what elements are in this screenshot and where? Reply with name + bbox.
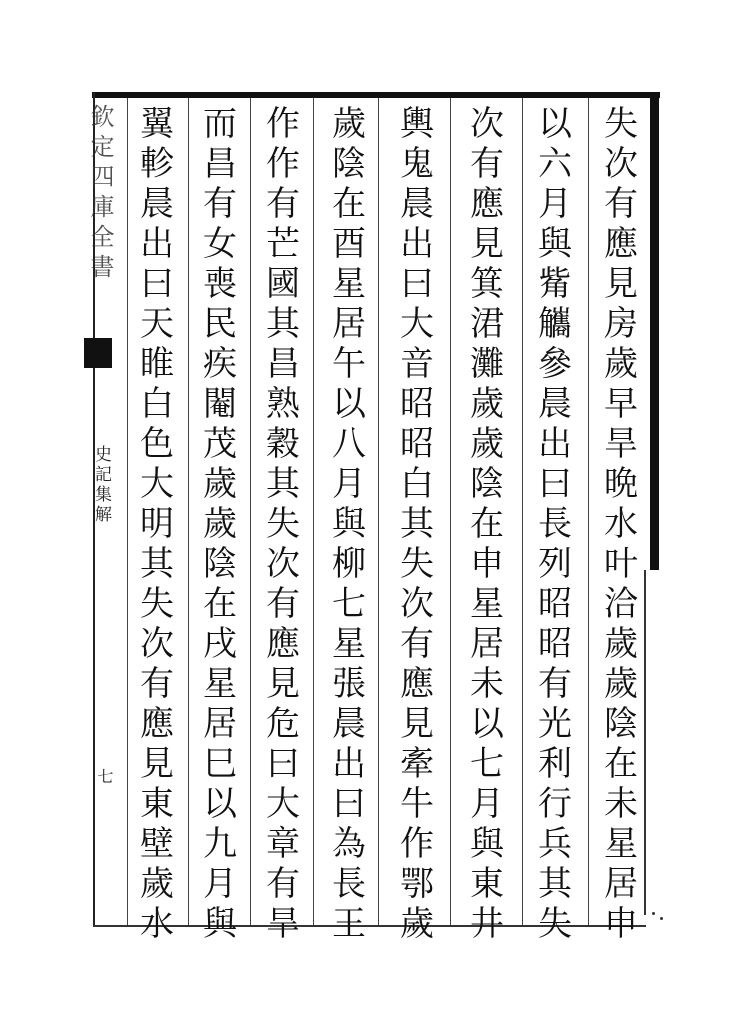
character: 曰 — [400, 264, 434, 304]
character: 歲 — [470, 424, 504, 464]
text-column-6 — [258, 104, 308, 944]
character: 晨 — [538, 384, 572, 424]
character: 鄂 — [400, 864, 434, 904]
character: 在 — [470, 504, 504, 544]
character: 昌 — [203, 144, 237, 184]
character: 六 — [538, 144, 572, 184]
character: 有 — [203, 184, 237, 224]
character: 曰 — [140, 264, 174, 304]
character: 居 — [332, 304, 366, 344]
margin-book-name: 史記集解 — [91, 445, 111, 525]
text-column-7 — [195, 104, 245, 944]
character: 出 — [332, 744, 366, 784]
character: 申 — [470, 544, 504, 584]
character: 申 — [604, 904, 638, 944]
character: 月 — [332, 464, 366, 504]
character: 七 — [332, 584, 366, 624]
character: 早 — [604, 384, 638, 424]
character: 居 — [604, 864, 638, 904]
character: 明 — [140, 504, 174, 544]
character: 次 — [400, 584, 434, 624]
character: 東 — [140, 784, 174, 824]
character: 白 — [140, 384, 174, 424]
character: 光 — [538, 704, 572, 744]
character: 戌 — [203, 624, 237, 664]
character: 歲 — [140, 864, 174, 904]
character: 長 — [332, 864, 366, 904]
character: 失 — [538, 904, 572, 944]
column-rule — [378, 98, 379, 925]
character: 昌 — [266, 344, 300, 384]
character: 有 — [538, 664, 572, 704]
text-column-4 — [392, 104, 442, 944]
character: 井 — [470, 904, 504, 944]
character: 柳 — [332, 544, 366, 584]
character: 觜 — [538, 264, 572, 304]
character: 大 — [140, 464, 174, 504]
character: 午 — [332, 344, 366, 384]
character: 王 — [332, 904, 366, 944]
character: 閹 — [203, 384, 237, 424]
character: 茂 — [203, 424, 237, 464]
character: 在 — [203, 584, 237, 624]
character: 曰 — [332, 784, 366, 824]
character: 歲 — [203, 464, 237, 504]
character: 作 — [266, 144, 300, 184]
character: 昭 — [400, 384, 434, 424]
character: 章 — [266, 824, 300, 864]
character: 涒 — [470, 304, 504, 344]
character: 歲 — [332, 104, 366, 144]
character: 失 — [266, 504, 300, 544]
character: 與 — [538, 224, 572, 264]
character: 旱 — [604, 424, 638, 464]
character: 昭 — [538, 624, 572, 664]
column-rule — [250, 98, 251, 925]
character: 與 — [332, 504, 366, 544]
character: 兵 — [538, 824, 572, 864]
character: 牛 — [400, 784, 434, 824]
character: 月 — [538, 184, 572, 224]
fishtail-mark — [84, 338, 112, 368]
character: 為 — [332, 824, 366, 864]
character: 張 — [332, 664, 366, 704]
character: 次 — [140, 624, 174, 664]
character: 其 — [266, 304, 300, 344]
margin-page-number: 七 — [95, 768, 114, 784]
character: 八 — [332, 424, 366, 464]
character: 見 — [400, 704, 434, 744]
column-rule — [313, 98, 314, 925]
character: 水 — [140, 904, 174, 944]
ink-speck — [652, 912, 655, 915]
character: 失 — [140, 584, 174, 624]
character: 長 — [538, 504, 572, 544]
character: 出 — [538, 424, 572, 464]
text-column-8 — [132, 104, 182, 944]
character: 與 — [203, 904, 237, 944]
character: 疾 — [203, 344, 237, 384]
character: 晨 — [400, 184, 434, 224]
character: 昭 — [538, 584, 572, 624]
character: 在 — [332, 184, 366, 224]
character: 曰 — [538, 464, 572, 504]
character: 星 — [332, 264, 366, 304]
character: 應 — [400, 664, 434, 704]
character: 其 — [400, 504, 434, 544]
character: 次 — [266, 544, 300, 584]
character: 有 — [140, 664, 174, 704]
character: 應 — [266, 624, 300, 664]
character: 歲 — [604, 664, 638, 704]
character: 水 — [604, 504, 638, 544]
character: 有 — [266, 864, 300, 904]
text-column-1 — [596, 104, 646, 944]
character: 壁 — [140, 824, 174, 864]
character: 出 — [400, 224, 434, 264]
character: 作 — [266, 104, 300, 144]
margin-title: 欽定四庫全書 — [86, 104, 114, 284]
character: 翼 — [140, 104, 174, 144]
character: 有 — [400, 624, 434, 664]
character: 女 — [203, 224, 237, 264]
character: 以 — [332, 384, 366, 424]
character: 陰 — [332, 144, 366, 184]
character: 輿 — [400, 104, 434, 144]
character: 陰 — [203, 544, 237, 584]
character: 歲 — [203, 504, 237, 544]
character: 觿 — [538, 304, 572, 344]
character: 九 — [203, 824, 237, 864]
character: 晨 — [140, 184, 174, 224]
character: 星 — [332, 624, 366, 664]
character: 未 — [604, 784, 638, 824]
character: 見 — [604, 264, 638, 304]
character: 大 — [266, 784, 300, 824]
character: 失 — [400, 544, 434, 584]
text-column-2 — [530, 104, 580, 944]
character: 國 — [266, 264, 300, 304]
character: 以 — [538, 104, 572, 144]
character: 星 — [604, 824, 638, 864]
character: 歲 — [470, 384, 504, 424]
character: 晨 — [332, 704, 366, 744]
character: 鬼 — [400, 144, 434, 184]
column-rule — [588, 98, 589, 925]
text-column-3 — [462, 104, 512, 944]
character: 其 — [538, 864, 572, 904]
character: 行 — [538, 784, 572, 824]
character: 旱 — [266, 904, 300, 944]
character: 白 — [400, 464, 434, 504]
character: 房 — [604, 304, 638, 344]
character: 其 — [140, 544, 174, 584]
character: 次 — [470, 104, 504, 144]
character: 有 — [266, 584, 300, 624]
character: 軫 — [140, 144, 174, 184]
character: 洽 — [604, 584, 638, 624]
character: 月 — [203, 864, 237, 904]
character: 應 — [140, 704, 174, 744]
character: 見 — [140, 744, 174, 784]
character: 未 — [470, 664, 504, 704]
column-rule — [522, 98, 523, 925]
character: 有 — [604, 184, 638, 224]
character: 睢 — [140, 344, 174, 384]
character: 酉 — [332, 224, 366, 264]
character: 應 — [604, 224, 638, 264]
character: 星 — [470, 584, 504, 624]
character: 昭 — [400, 424, 434, 464]
character: 有 — [470, 144, 504, 184]
character: 陰 — [470, 464, 504, 504]
character: 大 — [400, 304, 434, 344]
character: 歲 — [604, 344, 638, 384]
character: 音 — [400, 344, 434, 384]
character: 參 — [538, 344, 572, 384]
character: 出 — [140, 224, 174, 264]
character: 利 — [538, 744, 572, 784]
character: 危 — [266, 704, 300, 744]
character: 應 — [470, 184, 504, 224]
column-rule — [127, 98, 128, 925]
character: 熟 — [266, 384, 300, 424]
character: 民 — [203, 304, 237, 344]
character: 作 — [400, 824, 434, 864]
character: 喪 — [203, 264, 237, 304]
character: 歲 — [400, 904, 434, 944]
character: 穀 — [266, 424, 300, 464]
character: 星 — [203, 664, 237, 704]
character: 晩 — [604, 464, 638, 504]
character: 曰 — [266, 744, 300, 784]
character: 陰 — [604, 704, 638, 744]
character: 見 — [266, 664, 300, 704]
text-column-5 — [324, 104, 374, 944]
character: 次 — [604, 144, 638, 184]
character: 見 — [470, 224, 504, 264]
character: 居 — [470, 624, 504, 664]
character: 在 — [604, 744, 638, 784]
character: 月 — [470, 784, 504, 824]
character: 七 — [470, 744, 504, 784]
character: 牽 — [400, 744, 434, 784]
character: 歲 — [604, 624, 638, 664]
character: 居 — [203, 704, 237, 744]
character: 巳 — [203, 744, 237, 784]
frame-top-border — [92, 92, 660, 98]
character: 與 — [470, 824, 504, 864]
character: 其 — [266, 464, 300, 504]
character: 灘 — [470, 344, 504, 384]
character: 叶 — [604, 544, 638, 584]
character: 色 — [140, 424, 174, 464]
ink-speck — [660, 917, 663, 920]
character: 列 — [538, 544, 572, 584]
character: 箕 — [470, 264, 504, 304]
character: 有 — [266, 184, 300, 224]
frame-right-border — [650, 92, 659, 570]
character: 天 — [140, 304, 174, 344]
character: 以 — [470, 704, 504, 744]
column-rule — [450, 98, 451, 925]
character: 失 — [604, 104, 638, 144]
character: 芒 — [266, 224, 300, 264]
character: 東 — [470, 864, 504, 904]
character: 而 — [203, 104, 237, 144]
column-rule — [188, 98, 189, 925]
character: 以 — [203, 784, 237, 824]
